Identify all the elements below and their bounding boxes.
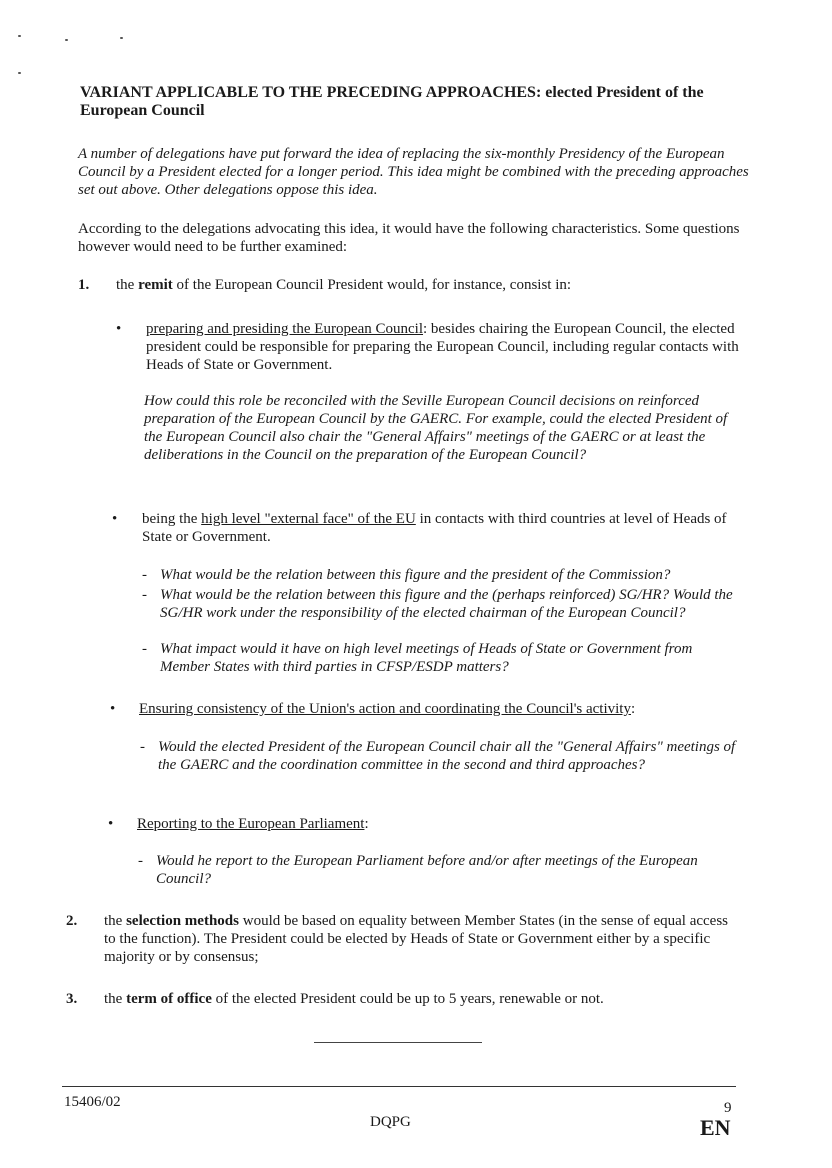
dash-text: What impact would it have on high level meetings of Heads of State or Government from Member States with third parties in CFSP/ESDP matters? — [160, 641, 693, 675]
underlined-topic: Ensuring consistency of the Union's action and coordinating the Council's activity — [139, 701, 631, 717]
scan-speck — [120, 37, 123, 39]
bullet-symbol: • — [112, 511, 118, 527]
item-text — [104, 990, 736, 1008]
footer-rule — [62, 1086, 736, 1087]
item-text-post: of the European Council President would, for instance, consist in: — [172, 277, 572, 293]
bullet-symbol: • — [108, 816, 114, 832]
dash-symbol: - — [140, 739, 145, 755]
item-keyword: term of office — [126, 991, 212, 1007]
dash-text: Would the elected President of the European Council chair all the "General Affairs" meetings of the GAERC and the coordination committee in the second and third approaches? — [158, 739, 736, 773]
bullet-text-rest: in contacts with third countries at level of Heads of State or Government. — [142, 511, 727, 545]
bullet-text — [146, 320, 742, 374]
underlined-topic: preparing and presiding the European Council — [146, 321, 424, 337]
dash-symbol: - — [142, 587, 147, 603]
dash-text: What would be the relation between this figure and the (perhaps reinforced) SG/HR? Would the SG/HR work under the responsibility of the elected chairman of the European Council? — [160, 587, 733, 621]
bullet-text-rest: : besides chairing the European Council, the elected president could be responsible for preparing the European Council, including regular contacts with Heads of State or Government. — [146, 321, 739, 373]
dash-text: What would be the relation between this figure and the president of the Commission? — [160, 567, 671, 583]
bullet-symbol: • — [110, 701, 116, 717]
scan-speck — [65, 39, 68, 41]
item-text-post: would be based on equality between Member States (in the sense of equal access to the function). The President could be elected by Heads of State or Government either by a specific majority or by consensus; — [104, 913, 728, 965]
item-text-post: of the elected President could be up to 5 years, renewable or not. — [211, 991, 604, 1007]
end-of-text-rule — [314, 1042, 482, 1043]
intro-italic-paragraph: A number of delegations have put forward the idea of replacing the six-monthly Presidency of the European Council by a President elected for a longer period. This idea might be combined with the preceding approaches set out above. Other delegations oppose this idea. — [78, 146, 749, 198]
item-number: 1. — [78, 277, 90, 293]
section-heading: VARIANT APPLICABLE TO THE PRECEDING APPROACHES: elected President of the European Council — [80, 84, 704, 119]
bullet-text-rest: : — [630, 701, 636, 717]
dash-text: Would he report to the European Parliament before and/or after meetings of the European Council? — [156, 853, 698, 887]
intro-paragraph: According to the delegations advocating this idea, it would have the following characteristics. Some questions however would need to be further examined: — [78, 221, 740, 255]
item-keyword: selection methods — [126, 913, 239, 929]
bullet-text — [142, 510, 738, 546]
bullet-text-rest: : — [364, 816, 369, 832]
scan-speck — [18, 35, 21, 37]
document-number: 15406/02 — [64, 1094, 121, 1110]
bullet-text-pre: being the — [142, 511, 202, 527]
department-code: DQPG — [370, 1114, 411, 1130]
page-number: 9 — [724, 1100, 732, 1116]
item-text-pre: the — [104, 913, 127, 929]
item-text — [104, 912, 736, 966]
bullet-symbol: • — [116, 321, 122, 337]
item-number: 3. — [66, 991, 78, 1007]
question-paragraph: How could this role be reconciled with the Seville European Council decisions on reinforced preparation of the European Council by the GAERC. For example, could the elected President of the European Council also chair the "General Affairs" meetings of the GAERC or at least the deliberations in the Council on the preparation of the European Council? — [144, 393, 728, 463]
underlined-topic: high level "external face" of the EU — [201, 511, 416, 527]
underlined-topic: Reporting to the European Parliament — [137, 816, 365, 832]
item-text-pre: the — [104, 991, 127, 1007]
dash-symbol: - — [142, 567, 147, 583]
item-keyword: remit — [138, 277, 173, 293]
item-text — [116, 276, 756, 294]
item-number: 2. — [66, 913, 78, 929]
dash-symbol: - — [138, 853, 143, 869]
bullet-text — [139, 700, 735, 718]
scan-speck — [18, 72, 21, 74]
item-text-pre: the — [116, 277, 139, 293]
bullet-text — [137, 815, 733, 833]
language-code: EN — [700, 1115, 731, 1140]
dash-symbol: - — [142, 641, 147, 657]
